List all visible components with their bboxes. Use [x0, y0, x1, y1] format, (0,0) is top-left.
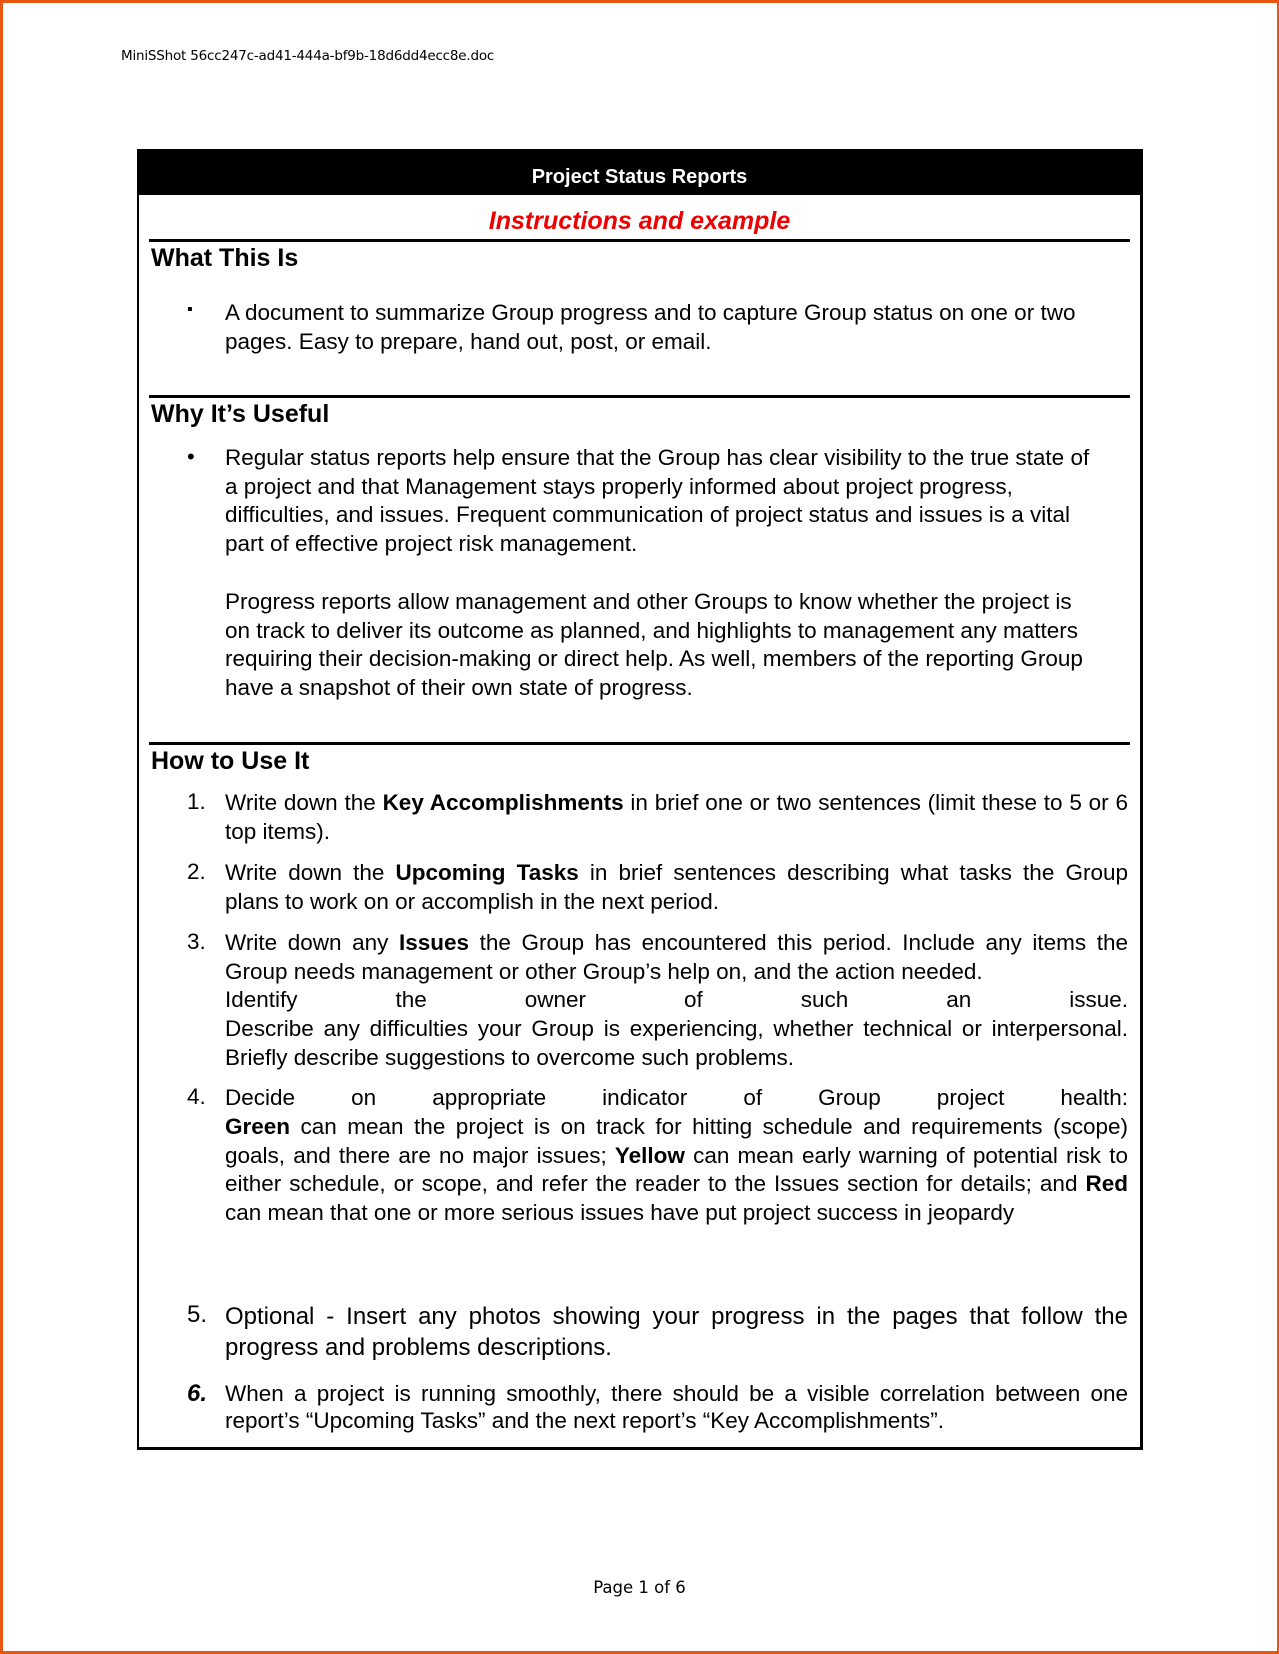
item-text: in brief one or two sentences (limit these to 5 or 6 top items). — [225, 790, 1128, 844]
list-item-correlation: When a project is running smoothly, there should be a visible correlation between one report’s “Upcoming Tasks” and the next report’s “Key Accomplishments”. — [225, 1381, 1128, 1433]
list-number: 6. — [187, 1380, 208, 1407]
list-item-upcoming-tasks — [225, 859, 1128, 916]
item-text: Write down the — [225, 790, 383, 815]
round-bullet-icon: • — [187, 444, 195, 469]
item-text: Decide on appropriate indicator of Group project health: — [225, 1085, 1128, 1110]
status-label-green: Green — [225, 1114, 291, 1139]
section-heading-how: How to Use It — [151, 747, 310, 775]
document-filename-header: MiniSShot 56cc247c-ad41-444a-bf9b-18d6dd4ecc8e.doc — [121, 48, 495, 64]
document-title: Project Status Reports — [139, 151, 1140, 195]
item-text: Write down the — [225, 860, 396, 885]
section-heading-why: Why It’s Useful — [151, 400, 330, 428]
item-keyword: Upcoming Tasks — [395, 860, 579, 885]
section-divider — [149, 395, 1130, 398]
list-item-optional-photos: Optional - Insert any photos showing your progress in the pages that follow the progress and problems descriptions. — [225, 1303, 1128, 1361]
why-paragraph-2: Progress reports allow management and other Groups to know whether the project is on track to deliver its outcome as planned, and highlights to management any matters requiring their decision-making or direct help. As well, members of the reporting Group have a snapshot of their own state of progress. — [225, 589, 1083, 700]
item-keyword: Key Accomplishments — [382, 790, 624, 815]
list-number: 5. — [187, 1301, 208, 1328]
item-text: can mean early warning of potential risk to either schedule, or scope, and refer the reader to the Issues section for details; and — [225, 1142, 1128, 1197]
item-keyword: Issues — [398, 930, 470, 955]
section-heading-what: What This Is — [151, 244, 299, 272]
list-number: 2. — [187, 859, 206, 884]
what-text: A document to summarize Group progress and to capture Group status on one or two pages. Easy to prepare, hand out, post, or email. — [225, 300, 1076, 354]
status-label-red: Red — [1085, 1171, 1128, 1197]
list-number: 4. — [187, 1084, 206, 1109]
item-text: can mean the project is on track for hitting schedule and requirements (scope) goals, and there are no major issues; — [225, 1114, 1128, 1168]
item-text: the Group has encountered this period. Include any items the Group needs management or other Group’s help on, and the action needed. — [225, 930, 1128, 984]
list-item-issues — [225, 929, 1128, 986]
section-divider — [149, 239, 1130, 242]
section-divider — [149, 742, 1130, 745]
page-number: Page 1 of 6 — [593, 1578, 686, 1597]
list-item-health-indicator — [225, 1113, 1128, 1227]
item-text: Describe any difficulties your Group is experiencing, whether technical or interpersonal. Briefly describe suggestions to overcome such problems. — [225, 1016, 1128, 1070]
item-text: Identify the owner of such an issue. — [225, 987, 1128, 1012]
list-number: 1. — [187, 789, 206, 814]
instructions-box — [137, 149, 1143, 1450]
item-text: Write down any — [225, 930, 399, 955]
item-text: can mean that one or more serious issues have put project success in jeopardy — [225, 1199, 1015, 1225]
item-text: in brief sentences describing what tasks the Group plans to work on or accomplish in the next period. — [225, 860, 1128, 914]
square-bullet-icon: ▪ — [187, 301, 193, 318]
list-number: 3. — [187, 929, 206, 954]
status-label-yellow: Yellow — [614, 1142, 685, 1168]
list-item-key-accomplishments — [225, 789, 1128, 846]
why-paragraph-1: Regular status reports help ensure that the Group has clear visibility to the true state of a project and that Management stays properly informed about project progress, difficulties, and issues. Frequent communication of project status and issues is a vital part of effective project risk management. — [225, 445, 1090, 556]
document-subtitle: Instructions and example — [488, 207, 791, 235]
